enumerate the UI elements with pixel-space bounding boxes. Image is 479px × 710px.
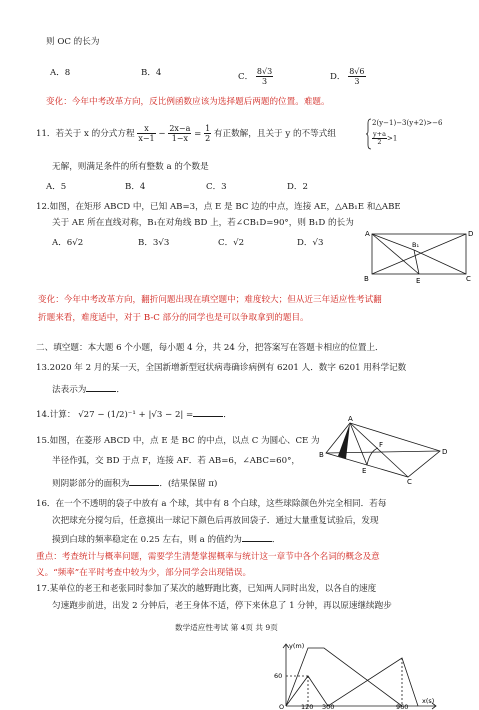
q11-ineq1: 2(y−1)−3(y+2)>−6: [372, 119, 443, 127]
q14-label: 14.计算：: [36, 410, 76, 420]
q14-expression: √27 − (1/2)⁻¹ + |√3 − 2| =: [78, 410, 194, 420]
q11-option-d: D．2: [287, 182, 308, 192]
q12-option-d: D．√3: [297, 238, 324, 248]
q11-frac3: $\frac{1}{2}$: [205, 124, 211, 143]
fig17-x-tick-120: 120: [301, 703, 314, 710]
page-footer: 数学适应性考试 第 4页 共 9页: [175, 623, 278, 632]
q11-option-c: C．3: [206, 182, 227, 192]
q13-end: ．: [116, 385, 125, 395]
fig17-y-tick-60: 60: [274, 672, 283, 680]
q10-option-d-label: D．: [330, 72, 346, 82]
q14-end: ．: [223, 410, 232, 420]
q16-answer-blank: [242, 532, 272, 542]
q10-option-c-fraction: $\frac{8√3}{3}$: [256, 67, 273, 86]
fig15-label-b: B: [319, 451, 324, 459]
fig12-label-c: C: [466, 275, 471, 283]
fig12-label-e: E: [416, 277, 421, 285]
fig15-label-f: F: [379, 441, 384, 449]
q10-option-d: [330, 67, 366, 86]
q13-answer-blank: [86, 382, 116, 392]
q11-mid: 有正数解，且关于 y 的不等式组: [213, 129, 336, 139]
q16-text: 摸到白球的频率稳定在 0.25 左右，则 a 的值约为: [52, 535, 242, 545]
q13-text: 法表示为: [52, 385, 87, 395]
q11-pre: 11．若关于 x 的分式方程: [36, 129, 135, 139]
q10-option-b: B．4: [141, 68, 162, 78]
q15-rhombus-figure: [318, 415, 468, 485]
fig17-x-tick-960: 960: [396, 703, 409, 710]
focus-note-line1: 重点：考查统计与概率问题，需要学生清楚掌握概率与统计这一章节中各个名词的概念及意: [36, 552, 380, 562]
change-note-1: 变化：今年中考改革方向，反比例函数应该为选择题后两题的位置。难题。: [46, 97, 330, 107]
q15-line2: 半径作弧，交 BD 于点 F，连接 AF．若 AB=6，∠ABC=60°，: [52, 456, 300, 466]
q12-line2: 关于 AE 所在直线对称，B₁在对角线 BD 上，若∠CB₁D=90°，则 B₁D 的长为: [52, 218, 354, 228]
fig12-label-b: B: [364, 275, 369, 283]
q13-line2: [52, 382, 125, 396]
fig15-shaded-region: [338, 423, 350, 459]
q11-minus: −: [158, 129, 166, 139]
q15-answer-blank: [129, 476, 159, 486]
change-note-2-line2: 折题来看，难度适中，对于 B-C 部分的同学也是可以争取拿到的题目。: [38, 313, 309, 323]
fig17-y-axis-label: y(m): [289, 642, 305, 650]
q16-end: ．: [271, 535, 281, 545]
fig15-label-c: C: [407, 478, 412, 486]
q13-line1: 13.2020 年 2 月的某一天，全国新增新型冠状病毒确诊病例有 6201 人．数字 6201 用科学记数: [36, 363, 407, 373]
fig17-x-axis-label: x(s): [422, 697, 435, 705]
q10-option-a: A．8: [50, 68, 71, 78]
fig12-label-d: D: [468, 230, 474, 238]
q15-end: ．(结果保留 π): [159, 479, 218, 489]
q11-frac2: $\frac{2x-a}{1-x}$: [169, 124, 191, 143]
q16-line2: 次把球充分搅匀后，任意摸出一球记下颜色后再放回袋子．通过大量重复试验后，发现: [52, 516, 379, 526]
q15-line3: [52, 476, 217, 490]
fig15-label-d: D: [442, 448, 448, 456]
q17-graph: [270, 640, 440, 710]
q10-tail: 则 OC 的长为: [46, 37, 100, 47]
q16-line3: [52, 532, 280, 546]
q11-ineq2-frac: $\frac{y+a}{2}$: [373, 130, 386, 146]
q15-line1: 15.如图，在菱形 ABCD 中，点 E 是 BC 的中点，以点 C 为圆心、CE 为: [36, 436, 320, 446]
q16-line1: 16．在一个不透明的袋子中放有 a 个球，其中有 8 个白球，这些球除颜色外完全相同．若每: [36, 499, 387, 509]
q17-line2: 匀速跑步前进，出发 2 分钟后，老王身体不适，停下来休息了 1 分钟，再以原速继续跑步: [52, 601, 392, 611]
q14: [36, 407, 232, 421]
fig17-x-tick-300: 300: [322, 703, 335, 710]
section-2-title: 二、填空题：本大题 6 个小题，每小题 4 分，共 24 分，把答案写在答题卡相应的位置上．: [36, 343, 384, 353]
q12-option-c: C．√2: [218, 238, 245, 248]
q17-line1: 17.某单位的老王和老张同时参加了某次的越野跑比赛，已知两人同时出发，以各自的速度: [36, 584, 377, 594]
q12-option-b: B．3√3: [138, 238, 170, 248]
q12-line1: 12.如图，在矩形 ABCD 中，已知 AB=3，点 E 是 BC 边的中点，连接 AE，△AB₁E 和△ABE: [36, 202, 401, 212]
fig15-label-a: A: [348, 415, 353, 423]
q11-ineq2-rest: >1: [387, 134, 398, 143]
q11-ineq2: [372, 131, 397, 146]
q11-equals: =: [194, 129, 202, 139]
fig12-label-b1: B₁: [412, 241, 420, 249]
q11-option-b: B．4: [125, 182, 146, 192]
q11-option-a: A．5: [46, 182, 67, 192]
q11-line1: [36, 124, 336, 143]
q11-frac1: $\frac{x}{x-1}$: [138, 124, 155, 143]
q14-answer-blank: [193, 407, 223, 417]
fig12-label-a: A: [365, 230, 370, 238]
q10-option-c-label: C．: [238, 72, 254, 82]
fig17-origin: O: [279, 703, 285, 710]
q12-option-a: A．6√2: [52, 238, 84, 248]
focus-note-line2: 义。“频率”在平时考查中较为少，部分同学会出现错误。: [36, 568, 252, 578]
fig15-label-e: E: [362, 467, 367, 475]
q11-line2: 无解，则满足条件的所有整数 a 的个数是: [52, 162, 209, 172]
change-note-2-line1: 变化：今年中考改革方向，翻折问题出现在填空题中；难度较大；但从近三年适应性考试翻: [38, 295, 382, 305]
q15-text: 则阴影部分的面积为: [52, 479, 130, 489]
q10-option-c: [238, 67, 273, 86]
q12-rectangle-figure: [364, 228, 472, 286]
q10-option-d-fraction: $\frac{8√6}{3}$: [349, 67, 365, 86]
